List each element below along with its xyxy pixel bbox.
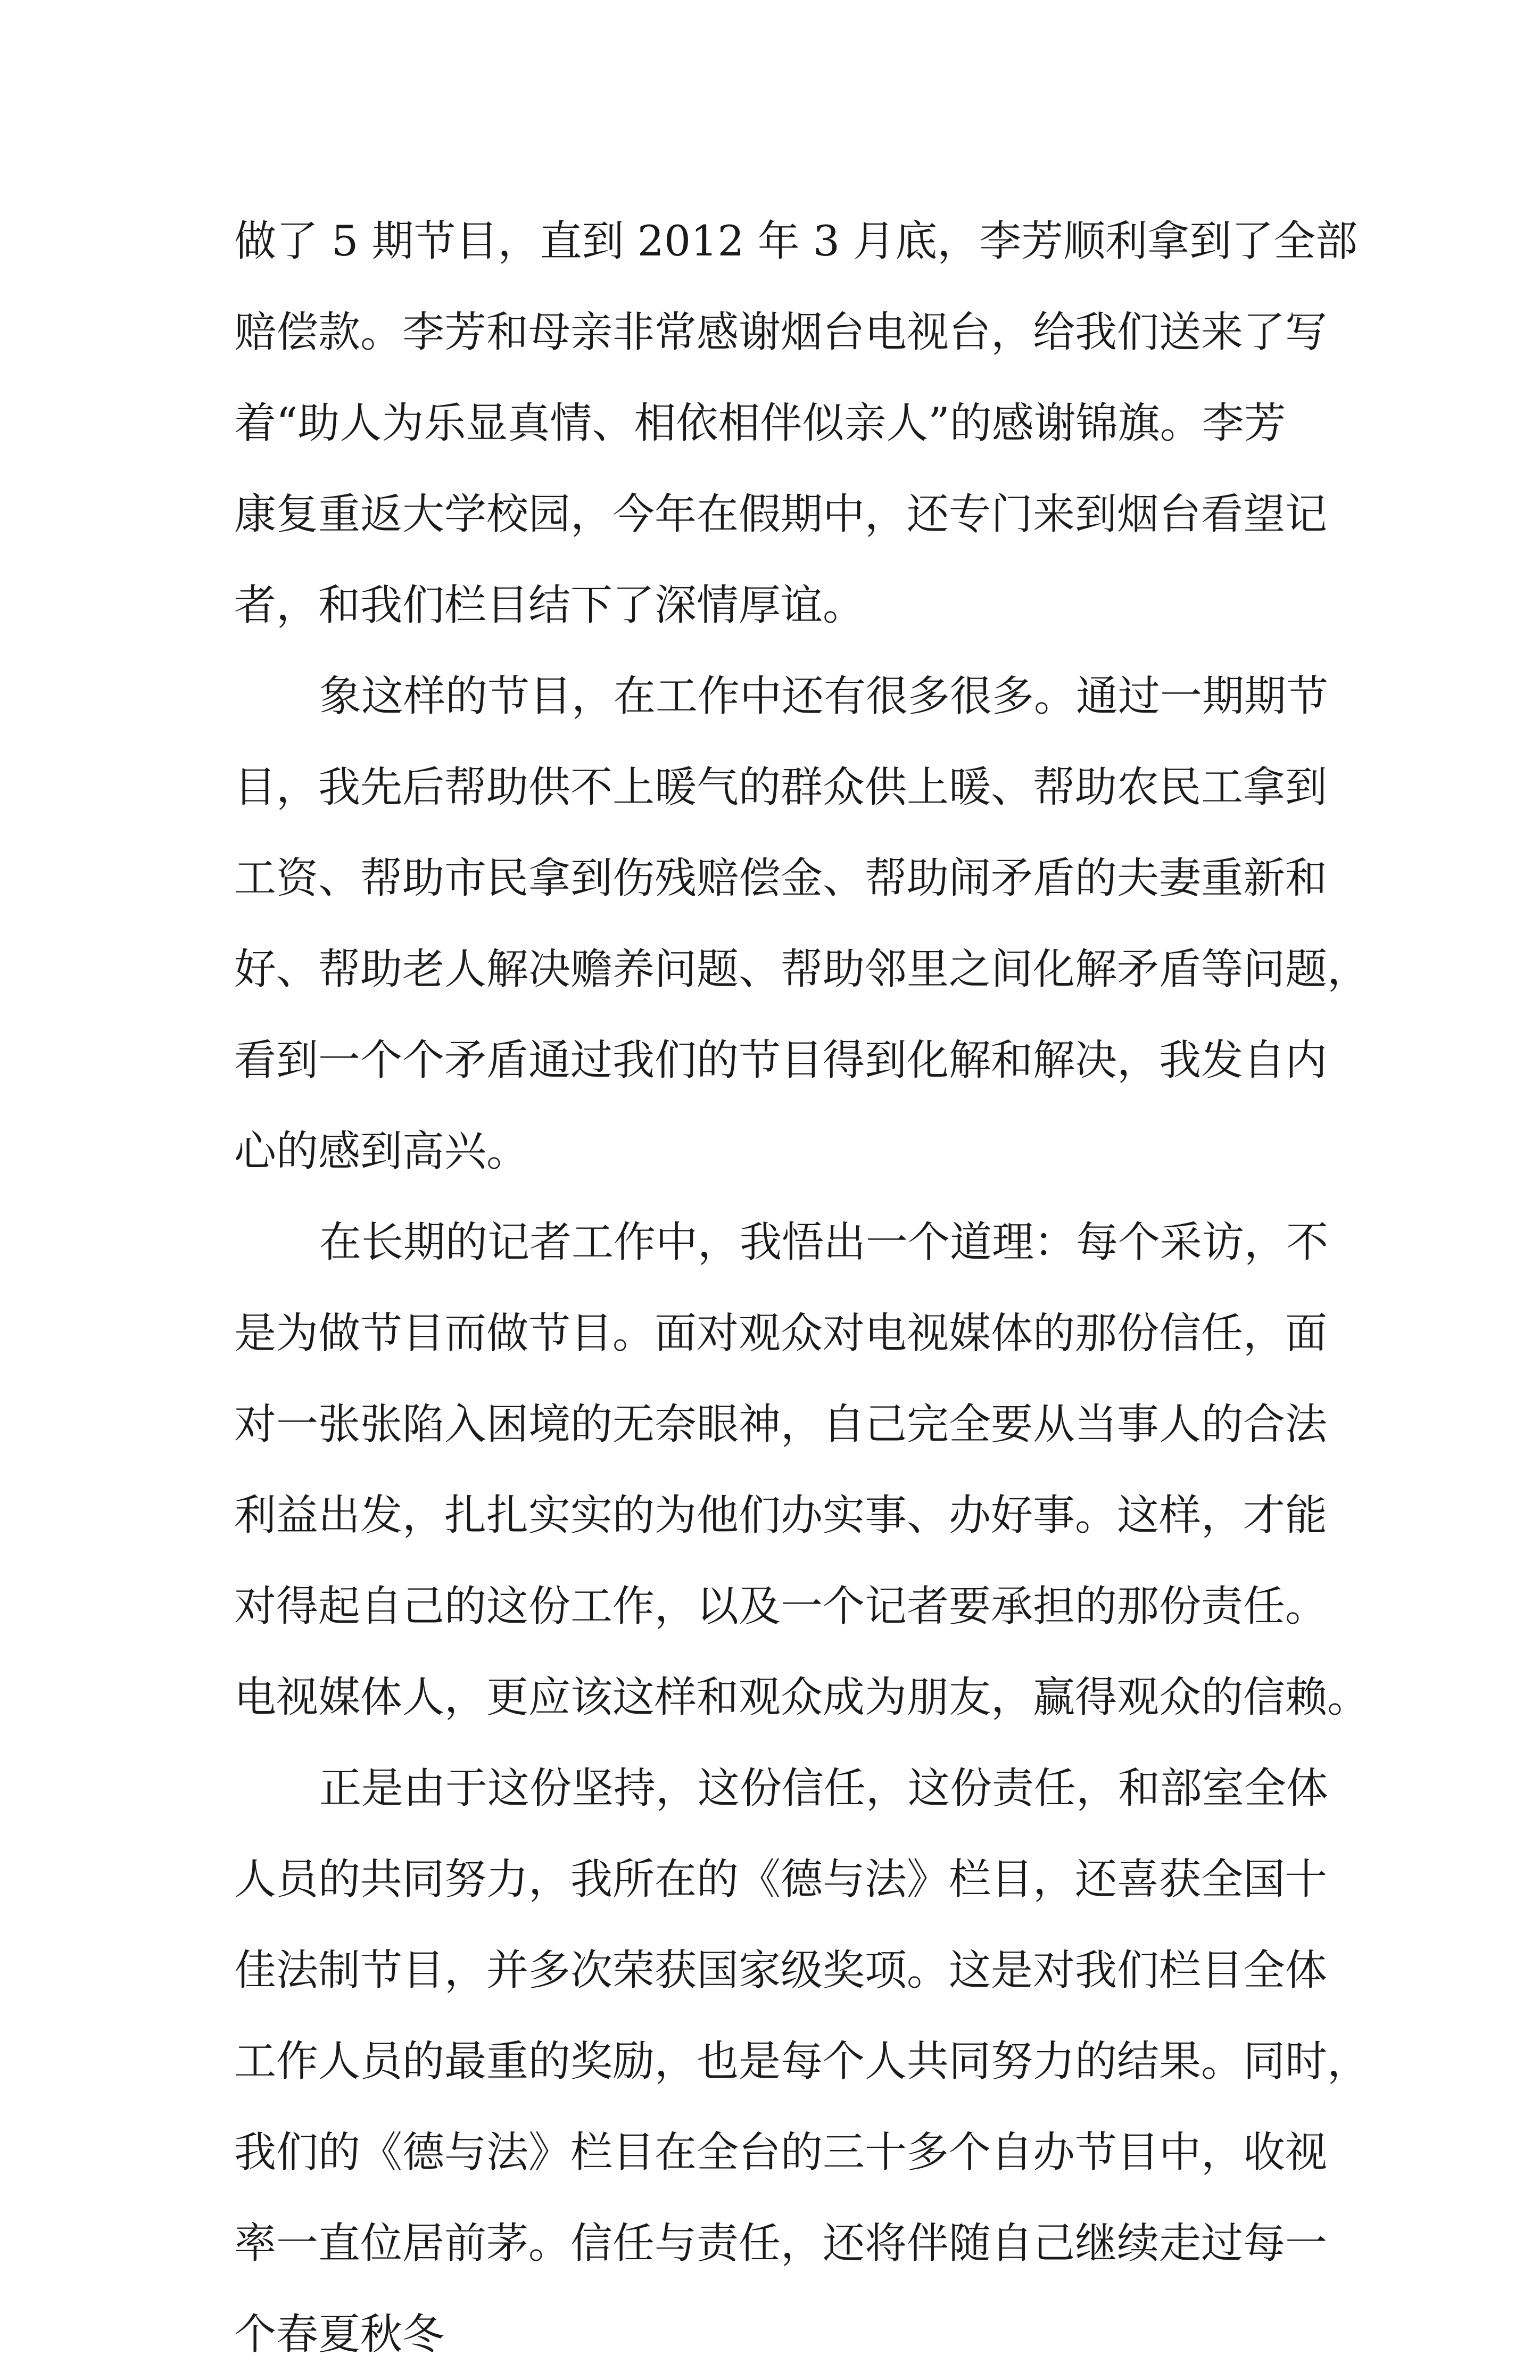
text-line: 率一直位居前茅。信任与责任，还将伴随自己继续走过每一 <box>234 2219 1327 2268</box>
text-line: 工资、帮助市民拿到伤残赔偿金、帮助闹矛盾的夫妻重新和 <box>234 854 1327 903</box>
paragraph-2 <box>234 651 1369 1197</box>
text-line: 心的感到高兴。 <box>234 1127 528 1176</box>
text-line: 对一张张陷入困境的无奈眼神，自己完全要从当事人的合法 <box>234 1400 1327 1449</box>
text-line: 赔偿款。李芳和母亲非常感谢烟台电视台，给我们送来了写 <box>234 308 1327 357</box>
text-line: 好、帮助老人解决赡养问题、帮助邻里之间化解矛盾等问题， <box>234 945 1369 994</box>
text-line: 佳法制节目，并多次荣获国家级奖项。这是对我们栏目全体 <box>234 1946 1327 1995</box>
text-line: 我们的《德与法》栏目在全台的三十多个自办节目中，收视 <box>234 2128 1327 2177</box>
text-line: 正是由于这份坚持，这份信任，这份责任，和部室全体 <box>319 1764 1328 1813</box>
text-line: 对得起自己的这份工作，以及一个记者要承担的那份责任。 <box>234 1582 1327 1631</box>
text-line: 在长期的记者工作中，我悟出一个道理：每个采访，不 <box>319 1218 1328 1267</box>
text-line: 象这样的节目，在工作中还有很多很多。通过一期期节 <box>319 672 1328 721</box>
text-line: 个春夏秋冬 <box>234 2310 444 2359</box>
text-line: 康复重返大学校园，今年在假期中，还专门来到烟台看望记 <box>234 490 1327 539</box>
text-line: 人员的共同努力，我所在的《德与法》栏目，还喜获全国十 <box>234 1855 1327 1904</box>
paragraph-3 <box>234 1197 1369 1743</box>
paragraph-4 <box>234 1743 1369 2380</box>
text-line: 是为做节目而做节目。面对观众对电视媒体的那份信任，面 <box>234 1309 1327 1358</box>
text-line: 利益出发，扎扎实实的为他们办实事、办好事。这样，才能 <box>234 1491 1327 1540</box>
text-line: 电视媒体人，更应该这样和观众成为朋友，赢得观众的信赖。 <box>234 1673 1369 1722</box>
text-line: 者，和我们栏目结下了深情厚谊。 <box>234 581 865 630</box>
text-line: 做了 5 期节目，直到 2012 年 3 月底，李芳顺利拿到了全部 <box>234 217 1358 266</box>
text-line: 目，我先后帮助供不上暖气的群众供上暖、帮助农民工拿到 <box>234 763 1327 812</box>
document-body <box>234 196 1369 2380</box>
text-line: 看到一个个矛盾通过我们的节目得到化解和解决，我发自内 <box>234 1036 1327 1085</box>
paragraph-1 <box>234 196 1358 651</box>
text-line: 着“助人为乐显真情、相依相伴似亲人”的感谢锦旗。李芳 <box>234 399 1286 448</box>
text-line: 工作人员的最重的奖励，也是每个人共同努力的结果。同时， <box>234 2037 1369 2086</box>
